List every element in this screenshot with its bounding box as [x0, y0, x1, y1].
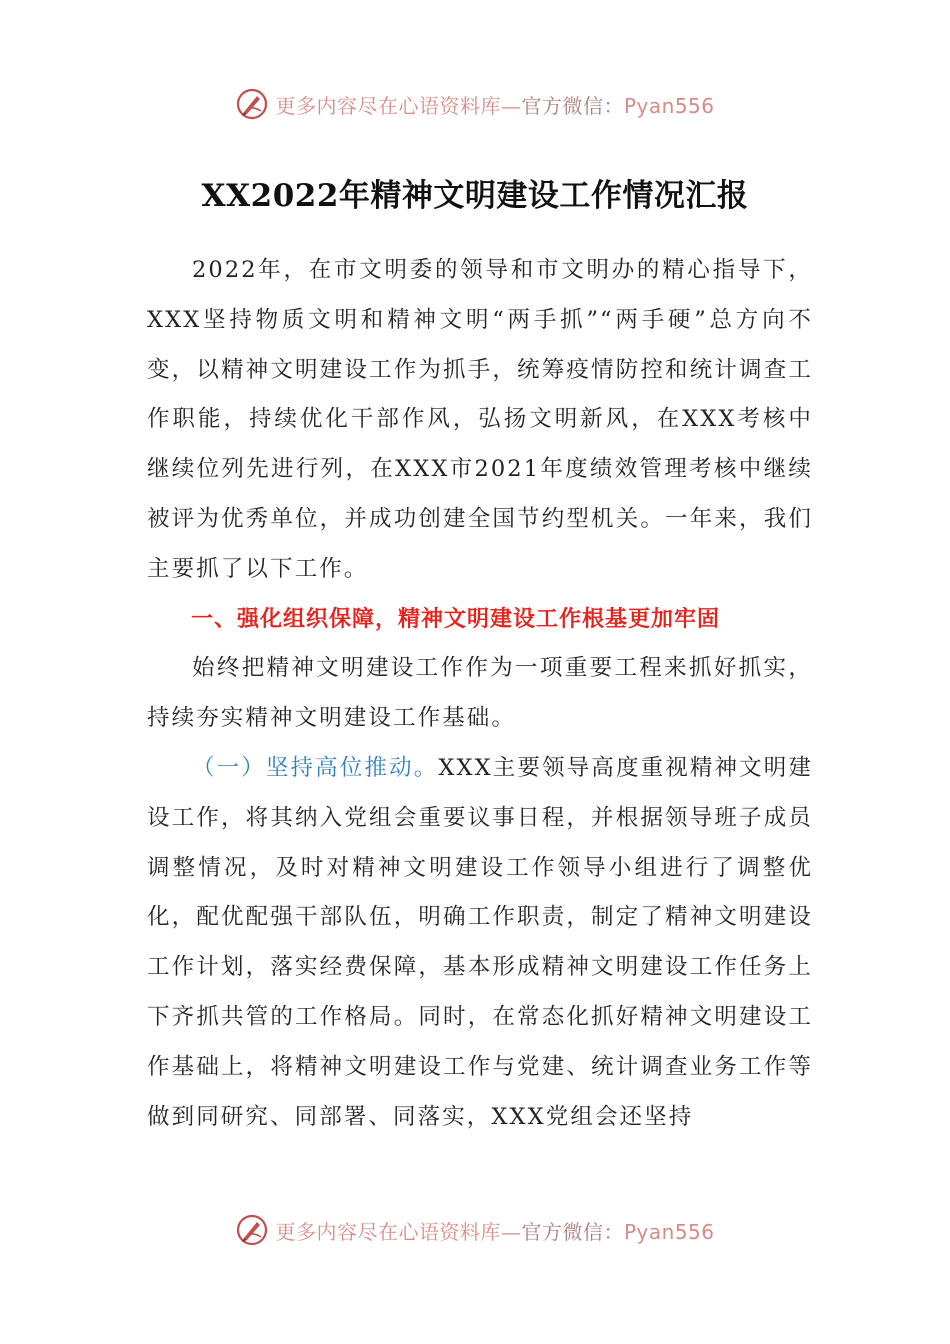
watermark-wechat-label: 官方微信： — [521, 1219, 624, 1244]
watermark-slogan: 更多内容尽在心语资料库 — [275, 1219, 501, 1244]
pen-circle-logo-icon — [235, 1213, 269, 1247]
watermark-slogan: 更多内容尽在心语资料库 — [275, 93, 501, 118]
watermark-account: Pyan556 — [623, 93, 715, 118]
watermark-wechat-label: 官方微信： — [521, 93, 624, 118]
section-1-paragraph: 始终把精神文明建设工作作为一项重要工程来抓好抓实，持续夯实精神文明建设工作基础。 — [147, 655, 813, 732]
watermark-text — [275, 1216, 714, 1245]
watermark-dash: — — [500, 93, 522, 118]
pen-circle-logo-icon — [235, 87, 269, 121]
intro-paragraph: 2022年，在市文明委的领导和市文明办的精心指导下，XXX坚持物质文明和精神文明“两手抓”“两手硬”总方向不变，以精神文明建设工作为抓手，统筹疫情防控和统计调查工作职能，持续优化干部作风，弘扬文明新风，在XXX考核中继续位列先进行列，在XXX市2021年度绩效管理考核中继续被评为优秀单位，并成功创建全国节约型机关。一年来，我们主要抓了以下工作。 — [147, 257, 813, 582]
document-title: XX2022年精神文明建设工作情况汇报 — [201, 178, 749, 214]
watermark-dash: — — [500, 1219, 522, 1244]
watermark-account: Pyan556 — [623, 1219, 715, 1244]
subsection-1-text: XXX主要领导高度重视精神文明建设工作，将其纳入党组会重要议事日程，并根据领导班子成员调整情况，及时对精神文明建设工作领导小组进行了调整优化，配优配强干部队伍，明确工作职责，制定了精神文明建设工作计划，落实经费保障，基本形成精神文明建设工作任务上下齐抓共管的工作格局。同时，在常态化抓好精神文明建设工作基础上，将精神文明建设工作与党建、统计调查业务工作等做到同研究、同部署、同落实，XXX党组会还坚持 — [147, 754, 813, 1130]
header-watermark — [0, 84, 950, 124]
section-1-heading: 一、强化组织保障，精神文明建设工作根基更加牢固 — [191, 606, 721, 632]
document-body — [147, 246, 813, 1142]
watermark-text — [275, 90, 714, 119]
subsection-1-heading: （一）坚持高位推动。 — [192, 754, 439, 781]
footer-watermark — [0, 1210, 950, 1250]
subsection-1-paragraph — [147, 744, 813, 1142]
